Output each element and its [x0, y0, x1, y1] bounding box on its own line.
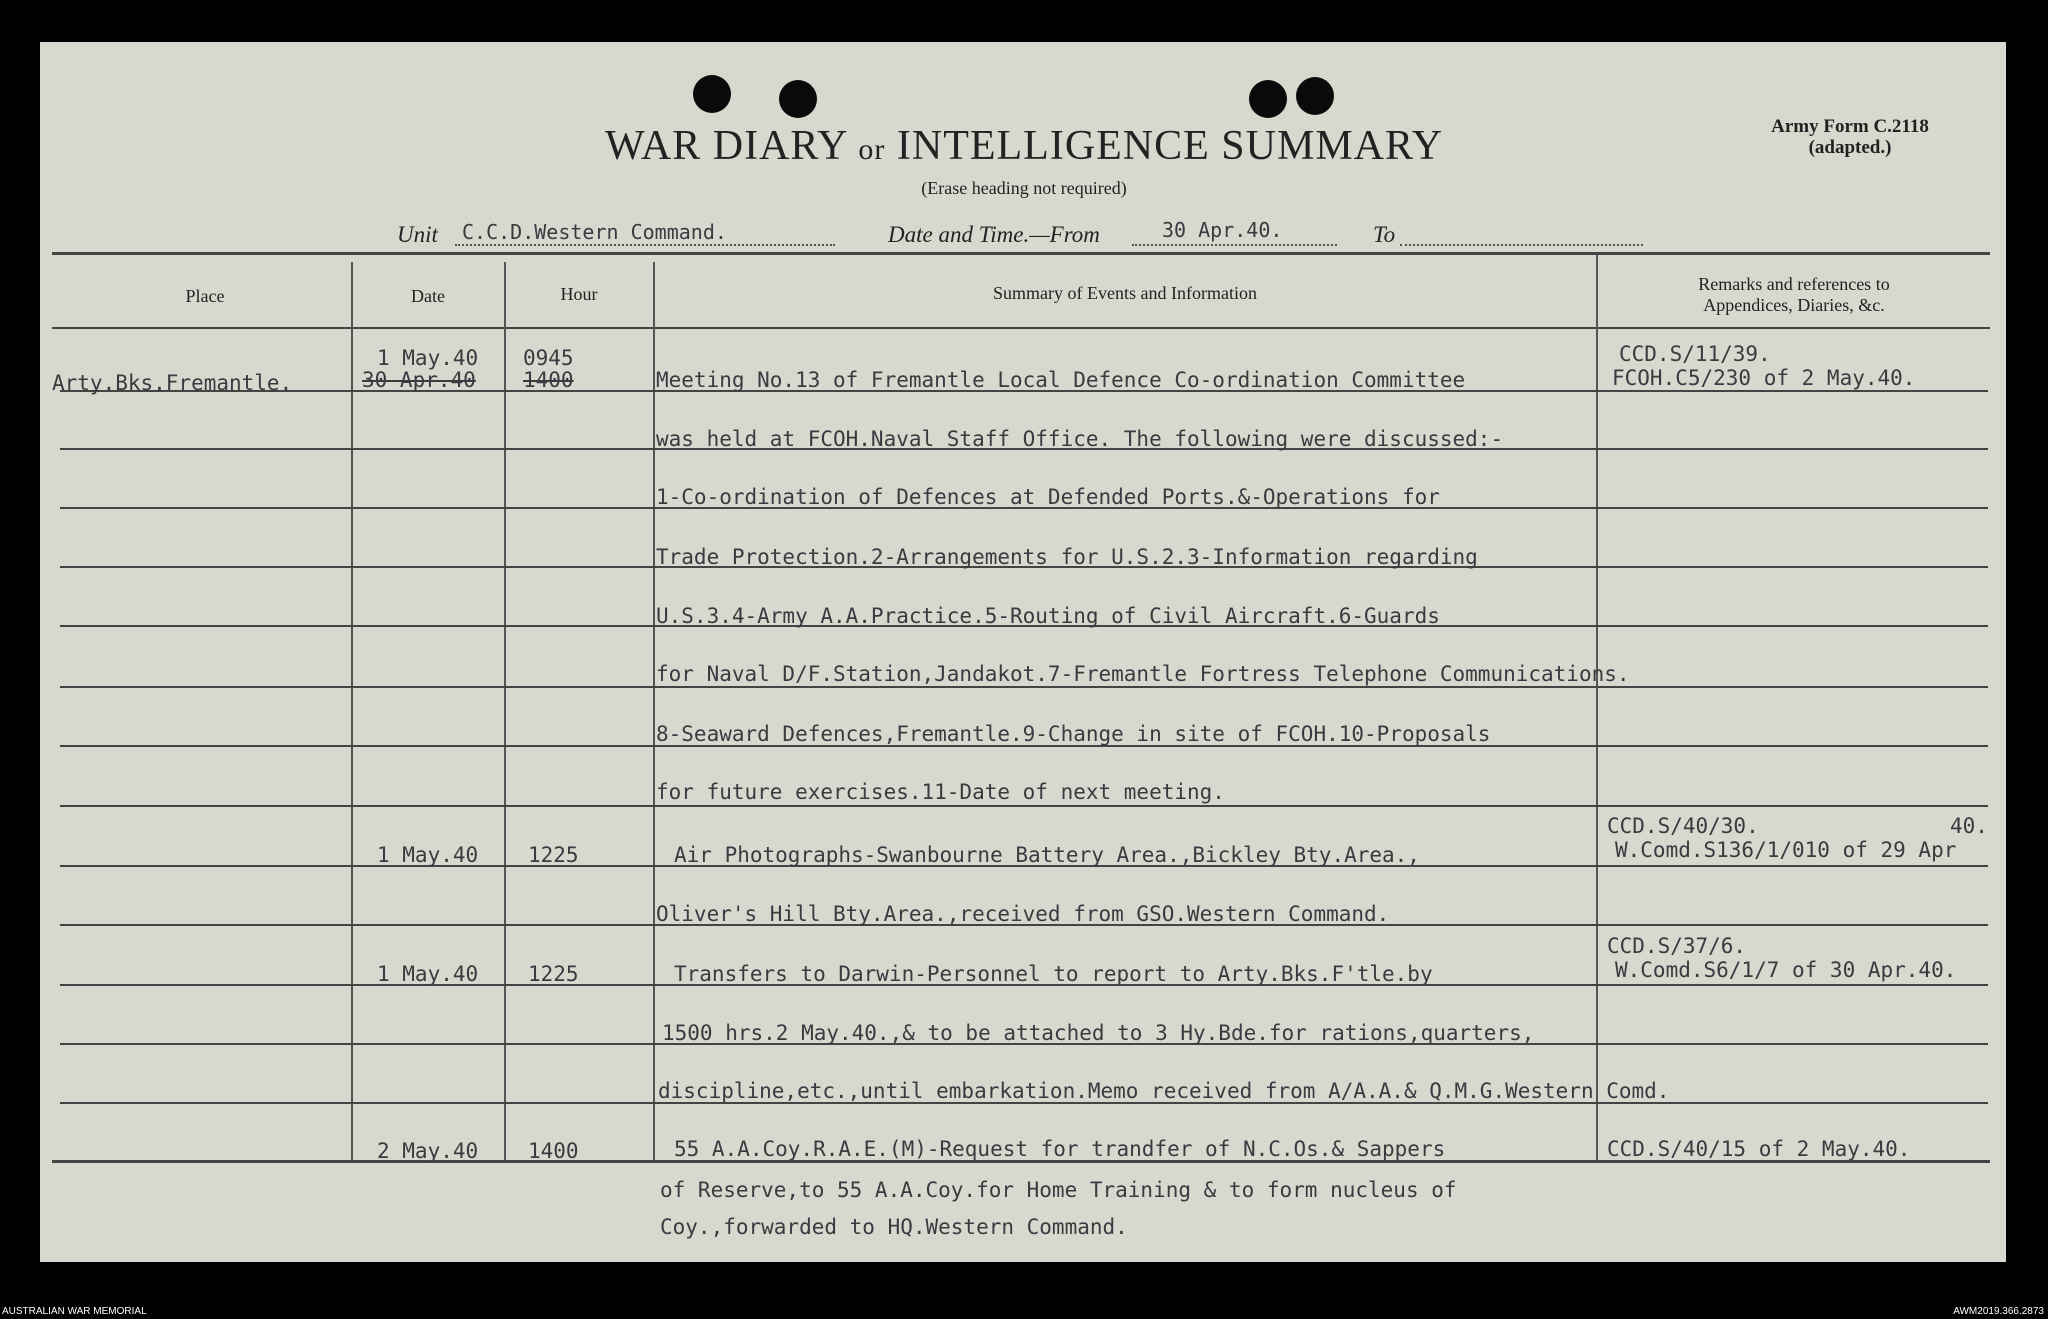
from-value: 30 Apr.40.: [1162, 218, 1283, 242]
summary-line: discipline,etc.,until embarkation.Memo received from A/A.A.& Q.M.G.Western Comd.: [658, 1079, 1670, 1103]
entry-hour: 1400: [528, 1139, 579, 1163]
footer-credit: AUSTRALIAN WAR MEMORIAL: [2, 1306, 147, 1317]
summary-line: 55 A.A.Coy.R.A.E.(M)-Request for trandfer of N.C.Os.& Sappers: [674, 1137, 1446, 1161]
entry-remark: CCD.S/40/30.: [1607, 814, 1759, 838]
summary-line: 1500 hrs.2 May.40.,& to be attached to 3 Hy.Bde.for rations,quarters,: [662, 1021, 1535, 1045]
unit-label: Unit: [397, 222, 438, 247]
summary-line: for Naval D/F.Station,Jandakot.7-Fremantle Fortress Telephone Communications.: [656, 662, 1630, 686]
summary-line: Trade Protection.2-Arrangements for U.S.2.3-Information regarding: [656, 545, 1478, 569]
summary-line: Transfers to Darwin-Personnel to report to Arty.Bks.F'tle.by: [674, 962, 1433, 986]
col-header-date: Date: [411, 286, 445, 306]
to-dotted-line: [1400, 244, 1643, 246]
summary-line: Meeting No.13 of Fremantle Local Defence Co-ordination Committee: [656, 368, 1466, 392]
entry-remark: CCD.S/40/15 of 2 May.40.: [1607, 1137, 1911, 1161]
col-header-place: Place: [185, 286, 225, 306]
entry-remark: W.Comd.S6/1/7 of 30 Apr.40.: [1615, 958, 1957, 982]
col-header-summary: Summary of Events and Information: [993, 283, 1257, 303]
punch-hole: [1249, 80, 1287, 118]
entry-remark: FCOH.C5/230 of 2 May.40.: [1612, 366, 1916, 390]
entry-hour-struck: 1400: [523, 368, 574, 392]
summary-line: Air Photographs-Swanbourne Battery Area.,Bickley Bty.Area.,: [674, 843, 1420, 867]
entry-remark: W.Comd.S136/1/010 of 29 Apr: [1615, 838, 1957, 862]
punch-hole: [693, 75, 731, 113]
entry-date-struck: 30-Apr.40: [362, 368, 476, 392]
to-label: To: [1373, 222, 1396, 247]
header-bottom-border: [52, 327, 1990, 329]
entry-date: 1 May.40: [377, 962, 479, 986]
column-divider: [653, 262, 655, 1162]
unit-value: C.C.D.Western Command.: [462, 220, 727, 244]
summary-line: U.S.3.4-Army A.A.Practice.5-Routing of Civil Aircraft.6-Guards: [656, 604, 1440, 628]
entry-hour: 1225: [528, 962, 579, 986]
form-number: Army Form C.2118 (adapted.): [1771, 116, 1929, 158]
date-time-label: Date and Time.—From: [888, 222, 1100, 247]
summary-line: was held at FCOH.Naval Staff Office. The following were discussed:-: [656, 427, 1504, 451]
summary-line: of Reserve,to 55 A.A.Coy.for Home Training & to form nucleus of: [660, 1178, 1457, 1202]
entry-hour: 1225: [528, 843, 579, 867]
entry-hour: 0945: [523, 346, 574, 370]
punch-hole: [1296, 77, 1334, 115]
summary-line: Oliver's Hill Bty.Area.,received from GSO.Western Command.: [656, 902, 1390, 926]
col-header-hour: Hour: [560, 284, 598, 304]
table-rule: [60, 686, 1988, 688]
entry-place: Arty.Bks.Fremantle.: [52, 371, 293, 395]
entry-remark: CCD.S/37/6.: [1607, 934, 1747, 958]
table-rule: [60, 805, 1988, 807]
page-subtitle: (Erase heading not required): [921, 178, 1127, 198]
entry-date: 1 May.40: [377, 346, 479, 370]
summary-line: 8-Seaward Defences,Fremantle.9-Change in site of FCOH.10-Proposals: [656, 722, 1491, 746]
col-header-remarks: Remarks and references to Appendices, Diaries, &c.: [1698, 274, 1890, 315]
entry-remark: 40.: [1950, 814, 1988, 838]
entry-date: 1 May.40: [377, 843, 479, 867]
entry-date: 2 May.40: [377, 1139, 479, 1163]
punch-hole: [779, 80, 817, 118]
entry-remark: CCD.S/11/39.: [1619, 342, 1771, 366]
summary-line: 1-Co-ordination of Defences at Defended Ports.&-Operations for: [656, 485, 1440, 509]
column-divider: [504, 262, 506, 1162]
column-divider: [351, 262, 353, 1162]
from-dotted-line: [1132, 244, 1337, 246]
unit-dotted-line: [455, 244, 835, 246]
summary-line: for future exercises.11-Date of next meeting.: [656, 780, 1225, 804]
page-title: WAR DIARY or INTELLIGENCE SUMMARY: [604, 123, 1444, 169]
table-top-border: [52, 252, 1990, 255]
footer-reference: AWM2019.366.2873: [1953, 1306, 2044, 1317]
summary-line: Coy.,forwarded to HQ.Western Command.: [660, 1215, 1128, 1239]
